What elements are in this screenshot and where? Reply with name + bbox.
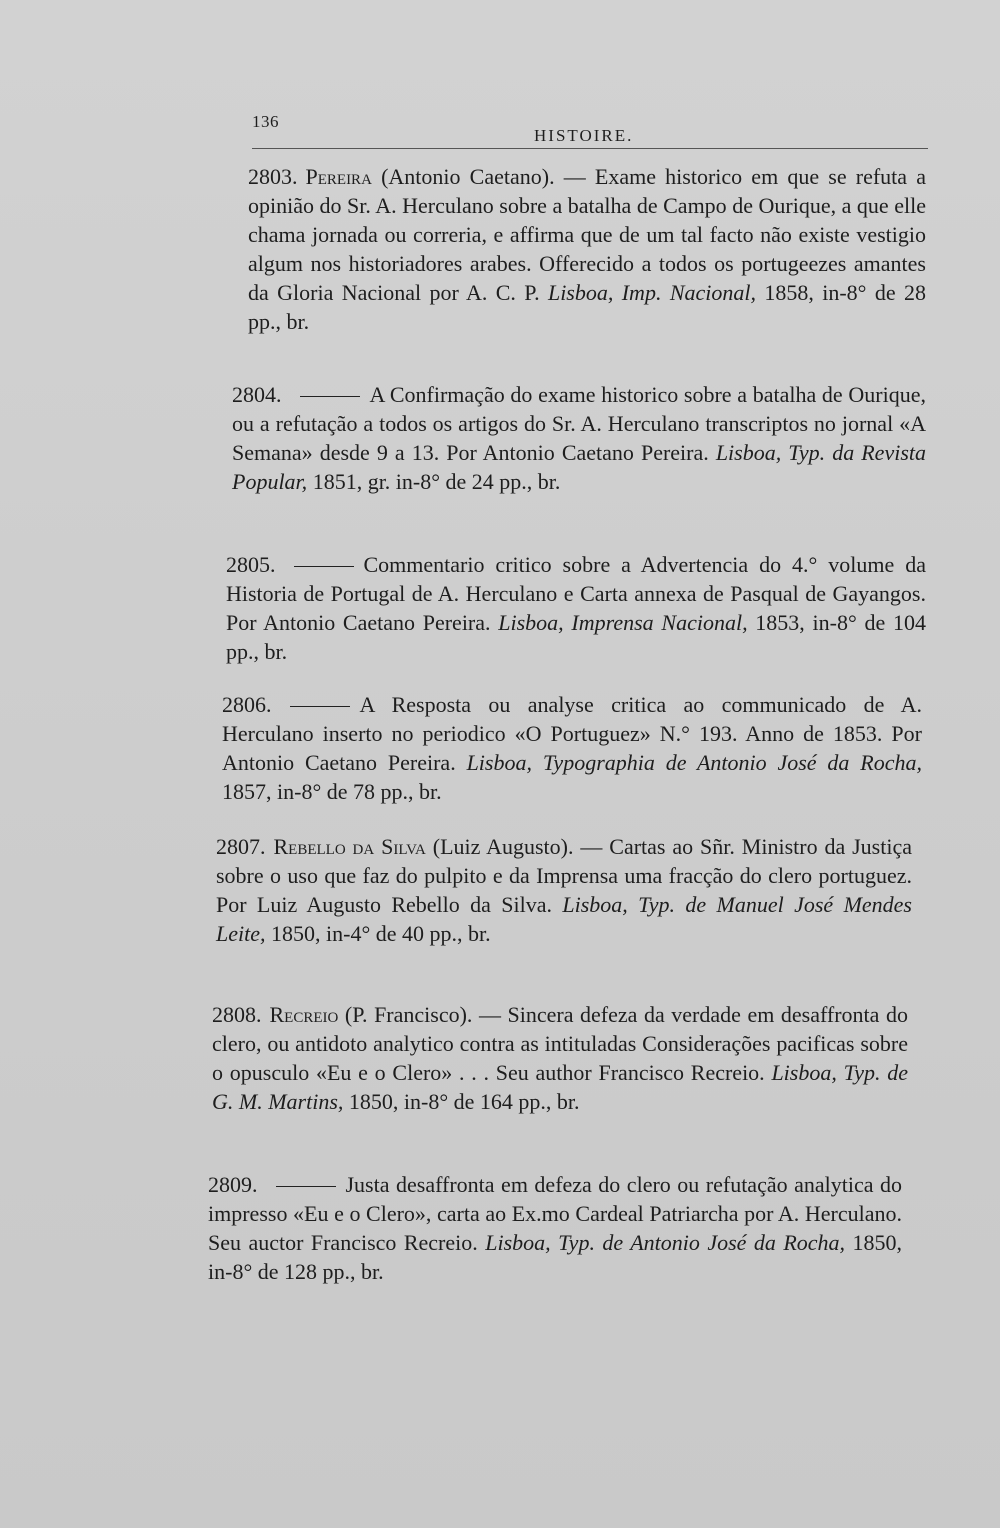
entry-details: 1853, in-8° de 104 pp., br. <box>226 610 926 664</box>
entry-text: Commentario critico sobre a Advertencia do 4.° volume da Historia de Portugal de A. Herculano e Carta annexa de Pasqual de Gayangos. Por Antonio Caetano Pereira. <box>226 552 926 635</box>
entry-text: Justa desaffronta em defeza do clero ou refutação analytica do impresso «Eu e o Clero», carta ao Ex.mo Cardeal Patriarcha por A. Herculano. Seu auctor Francisco Recreio. <box>208 1172 902 1255</box>
entry-details: 1850, in-4° de 40 pp., br. <box>265 921 491 946</box>
entry-2805 <box>226 550 926 666</box>
entry-author: Recreio <box>269 1002 339 1027</box>
entry-text: A Resposta ou analyse critica ao communicado de A. Herculano inserto no periodico «O Portuguez» N.° 193. Anno de 1853. Por Antonio Caetano Pereira. <box>222 692 922 775</box>
entry-imprint: Lisboa, Typ. de Manuel José Mendes Leite, <box>216 892 912 946</box>
entry-imprint: Lisboa, Imprensa Nacional, <box>498 610 748 635</box>
entry-number: 2807. <box>216 834 266 859</box>
entry-number: 2805. <box>226 552 276 577</box>
entry-details: 1851, gr. in-8° de 24 pp., br. <box>307 469 561 494</box>
header-rule <box>252 148 928 149</box>
entry-2808 <box>212 1000 908 1116</box>
entry-details: 1850, in-8° de 164 pp., br. <box>343 1089 580 1114</box>
running-head: HISTOIRE. <box>534 126 634 145</box>
entry-imprint: Lisboa, Imp. Nacional, <box>547 280 756 305</box>
entry-text: (Antonio Caetano). — Exame historico em que se refuta a opinião do Sr. A. Herculano sobre a batalha de Campo de Ourique, a que elle chama jornada ou correria, e affirma que de um tal facto não existe vestigio algum nos historiadores arabes. Offerecido a todos os portugeezes amantes da Gloria Nacional por A. C. P. <box>248 164 926 305</box>
entry-details: 1857, in-8° de 78 pp., br. <box>222 779 442 804</box>
entry-author: Rebello da Silva <box>273 834 426 859</box>
entry-2809 <box>208 1170 902 1286</box>
entry-number: 2808. <box>212 1002 262 1027</box>
entry-number: 2806. <box>222 692 272 717</box>
entry-details: 1850, in-8° de 128 pp., br. <box>208 1230 902 1284</box>
ditto-dash <box>276 1186 336 1187</box>
entry-imprint: Lisboa, Typ. de Antonio José da Rocha, <box>485 1230 846 1255</box>
ditto-dash <box>300 396 360 397</box>
entry-imprint: Lisboa, Typ. de G. M. Martins, <box>212 1060 908 1114</box>
entry-imprint: Lisboa, Typographia de Antonio José da Rocha, <box>466 750 922 775</box>
entry-number: 2803. <box>248 164 298 189</box>
entry-text: (Luiz Augusto). — Cartas ao Sñr. Ministro da Justiça sobre o uso que faz do pulpito e da Imprensa uma fracção do clero portuguez. Por Luiz Augusto Rebello da Silva. <box>216 834 913 917</box>
page-header <box>252 112 928 158</box>
entry-2804 <box>232 380 926 496</box>
entry-details: 1858, in-8° de 28 pp., br. <box>248 280 926 334</box>
entry-2803 <box>248 162 926 336</box>
entry-text: (P. Francisco). — Sincera defeza da verdade em desaffronta do clero, ou antidoto analytico contra as intituladas Considerações pacificas sobre o opusculo «Eu e o Clero» . . . Seu author Francisco Recreio. <box>212 1002 908 1085</box>
ditto-dash <box>290 706 350 707</box>
entry-number: 2804. <box>232 382 282 407</box>
entry-imprint: Lisboa, Typ. da Revista Popular, <box>232 440 926 494</box>
entry-author: Pereira <box>305 164 372 189</box>
entry-number: 2809. <box>208 1172 258 1197</box>
entry-2806 <box>222 690 922 806</box>
page-number: 136 <box>252 112 279 131</box>
ditto-dash <box>294 566 354 567</box>
entry-2807 <box>216 832 912 948</box>
entry-text: A Confirmação do exame historico sobre a batalha de Ourique, ou a refutação a todos os artigos do Sr. A. Herculano transcriptos no jornal «A Semana» desde 9 a 13. Por Antonio Caetano Pereira. <box>232 382 926 465</box>
